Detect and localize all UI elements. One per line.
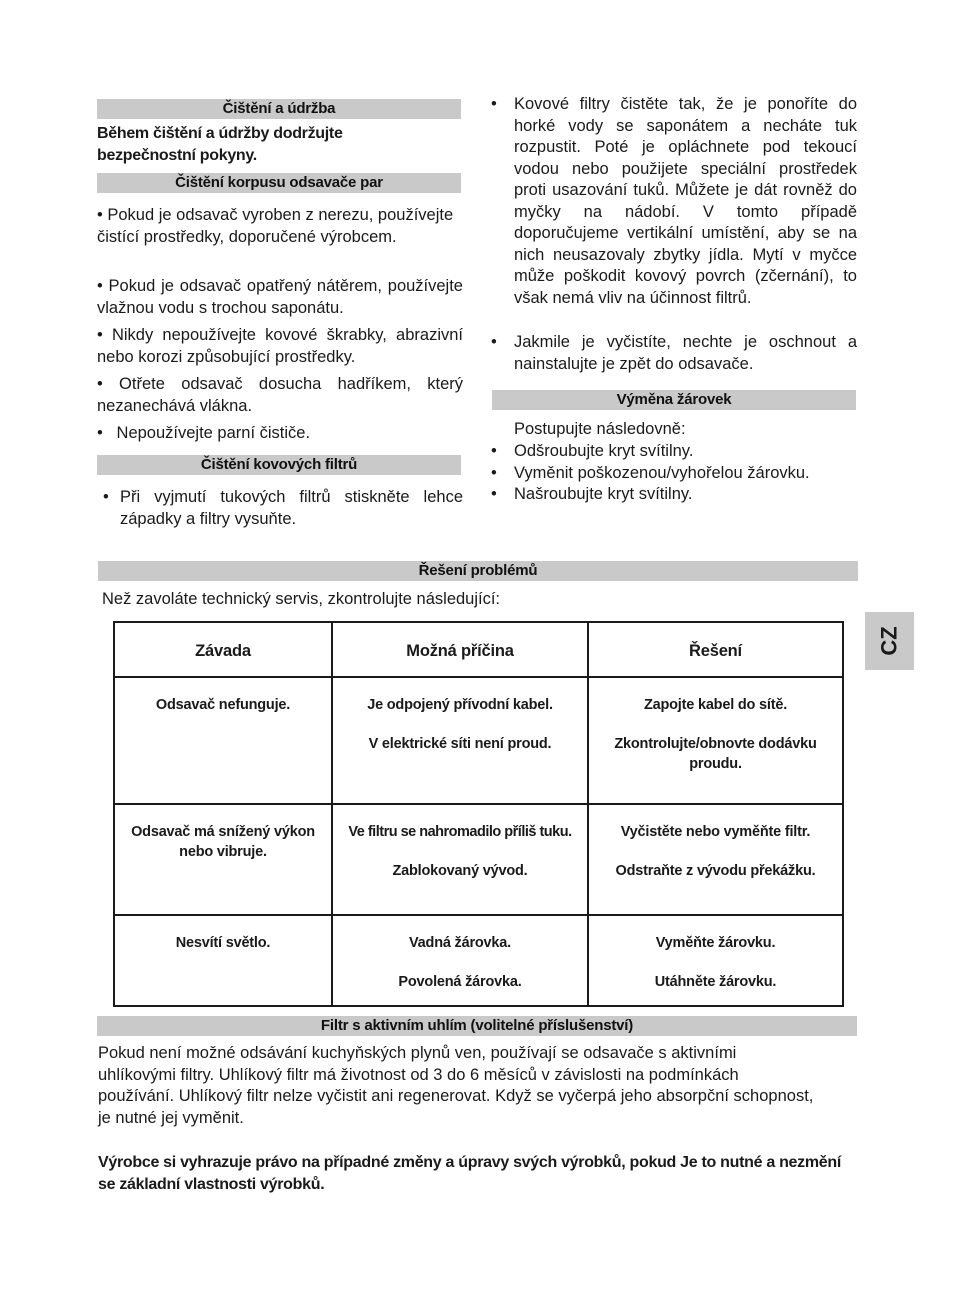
bullet: •	[491, 442, 497, 460]
table-cell-fault: Odsavač má snížený výkon nebo vibruje.	[131, 824, 315, 860]
section-title-cleaning: Čištění a údržba	[97, 99, 461, 119]
body-cleaning-item: • Nikdy nepoužívejte kovové škrabky, abrazivní nebo korozi způsobující prostředky.	[97, 326, 463, 366]
section-title-metal-filters: Čištění kovových filtrů	[97, 455, 461, 475]
language-tab-label: CZ	[876, 626, 902, 656]
table-cell-cause: Ve filtru se nahromadilo příliš tuku.	[348, 824, 572, 840]
table-cell-solution: Odstraňte z vývodu překážku.	[615, 863, 816, 879]
section-title-body-cleaning: Čištění korpusu odsavače par	[97, 173, 461, 193]
filter-wash-item	[491, 94, 857, 332]
manufacturer-disclaimer: Výrobce si vyhrazuje právo na případné změny a úpravy svých výrobků, pokud Je to nutné a nezmění se základní vlastnosti výrobků.	[98, 1154, 841, 1193]
carbon-filter-body: Pokud není možné odsávání kuchyňských plynů ven, používají se odsavače s aktivními uhlíkovými filtry. Uhlíkový filtr má životnost od 3 do 6 měsíců v závislosti na podmínkách používání. Uhlíkový filtr nelze vyčistit ani regenerovat. Když se vyčerpá jeho absorpční schopnost, je nutné jej vyměnit.	[98, 1044, 814, 1127]
bulb-step	[491, 484, 857, 506]
table-cell-cause: Zablokovaný vývod.	[392, 863, 528, 879]
table-header-fault: Závada	[195, 642, 251, 660]
table-cell-cause: V elektrické síti není proud.	[368, 736, 552, 752]
bulb-step	[491, 441, 857, 463]
table-cell-fault: Nesvítí světlo.	[175, 935, 271, 951]
table-cell-cause: Je odpojený přívodní kabel.	[367, 697, 553, 713]
table-cell-solution: Zapojte kabel do sítě.	[643, 697, 788, 713]
metal-filter-removal-text: Při vyjmutí tukových filtrů stiskněte lehce západky a filtry vysuňte.	[120, 488, 463, 528]
bulb-step-text: Odšroubujte kryt svítilny.	[514, 442, 694, 460]
bullet: •	[491, 485, 497, 503]
section-title-troubleshooting: Řešení problémů	[98, 561, 858, 581]
bullet: •	[491, 95, 497, 113]
troubleshooting-intro: Než zavoláte technický servis, zkontrolujte následující:	[102, 590, 501, 608]
table-cell-solution: Zkontrolujte/obnovte dodávku proudu.	[614, 736, 817, 772]
bullet: •	[103, 488, 109, 506]
body-cleaning-item: • Nepoužívejte parní čističe.	[97, 424, 311, 442]
body-cleaning-item: • Pokud je odsavač opatřený nátěrem, používejte vlažnou vodu s trochou saponátu.	[97, 277, 463, 317]
troubleshooting-table	[113, 621, 844, 1007]
filter-wash-item	[491, 332, 857, 376]
bullet: •	[491, 333, 497, 351]
table-cell-solution: Vyčistěte nebo vyměňte filtr.	[620, 824, 811, 840]
metal-filter-removal-item	[103, 487, 463, 531]
body-cleaning-item: • Otřete odsavač dosucha hadříkem, který nezanechává vlákna.	[97, 375, 463, 415]
bullet: •	[491, 464, 497, 482]
table-cell-fault: Odsavač nefunguje.	[155, 697, 291, 713]
table-cell-cause: Povolená žárovka.	[398, 974, 522, 990]
section-title-bulb-replacement: Výměna žárovek	[492, 390, 856, 410]
table-header-solution: Řešení	[689, 642, 742, 660]
filter-wash-text: Jakmile je vyčistíte, nechte je oschnout a nainstalujte je zpět do odsavače.	[514, 333, 857, 373]
bulb-step-text: Našroubujte kryt svítilny.	[514, 485, 693, 503]
table-cell-solution: Utáhněte žárovku.	[654, 974, 777, 990]
bulb-step-text: Vyměnit poškozenou/vyhořelou žárovku.	[514, 464, 810, 482]
language-tab	[865, 612, 914, 670]
section-title-carbon-filter: Filtr s aktivním uhlím (volitelné příslušenství)	[97, 1016, 857, 1036]
bulb-step	[491, 463, 857, 485]
body-cleaning-item: • Pokud je odsavač vyroben z nerezu, používejte čistící prostředky, doporučené výrobcem.	[97, 206, 454, 246]
table-header-cause: Možná příčina	[406, 642, 514, 660]
bulb-intro: Postupujte následovně:	[514, 420, 686, 438]
cleaning-intro: Během čištění a údržby dodržujte bezpečnostní pokyny.	[97, 125, 343, 164]
table-cell-solution: Vyměňte žárovku.	[655, 935, 776, 951]
table-cell-cause: Vadná žárovka.	[409, 935, 511, 951]
filter-wash-text: Kovové filtry čistěte tak, že je ponoříte do horké vody se saponátem a necháte tuk rozpustit. Poté je opláchnete pod tekoucí vodou nebo použijete speciální prostředek proti usazování tuků. Můžete je dát rovněž do myčky na nádobí. V tomto případě doporučujeme vertikální umístění, aby se na nich neusazovaly zbytky jídla. Mytí v myčce může poškodit kovový povrch (zčernání), to však nemá vliv na účinnost filtrů.	[514, 95, 857, 307]
